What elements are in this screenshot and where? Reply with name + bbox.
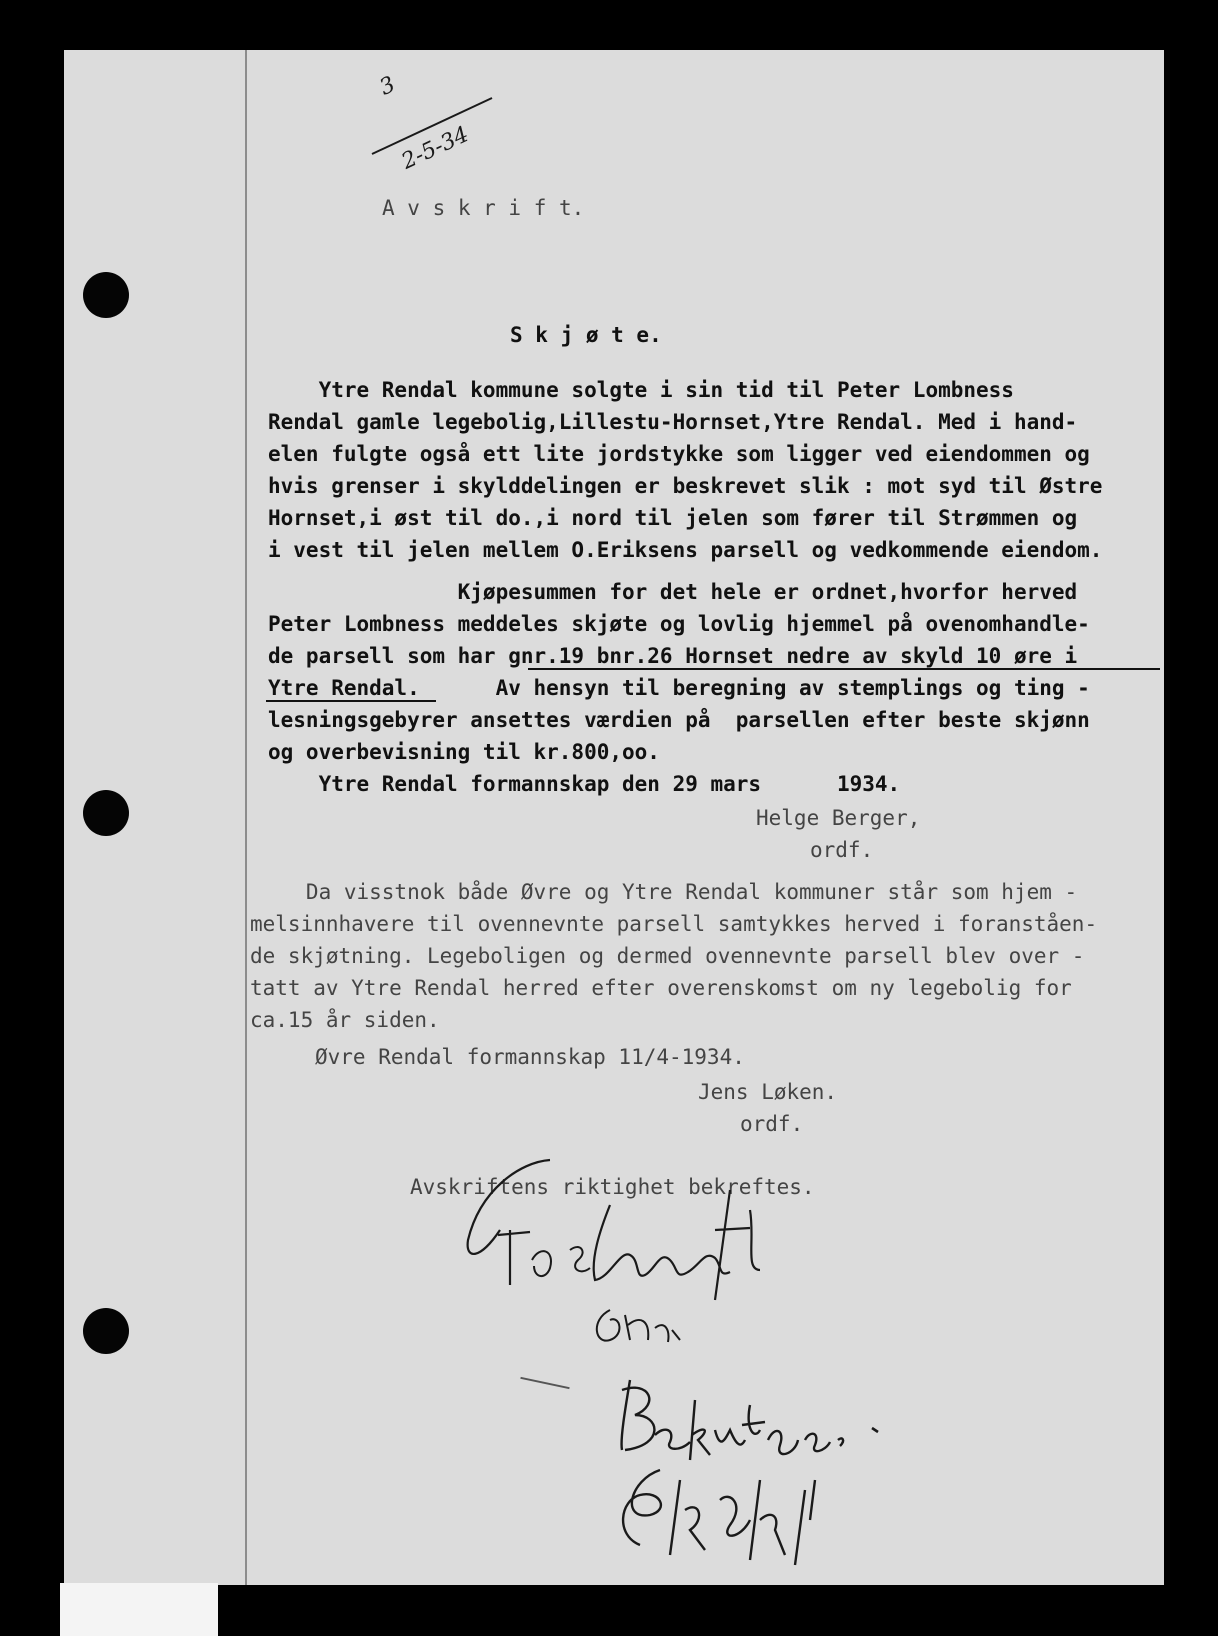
certification-text: Avskriftens riktighet bekreftes. [410,1175,815,1199]
deed-line: Hornset,i øst til do.,i nord til jelen som fører til Strømmen og [268,506,1078,530]
consent-line: melsinnhavere til ovennevnte parsell samtykkes herved i foranståen- [250,912,1098,936]
consent-line: tatt av Ytre Rendal herred efter overenskomst om ny legebolig for [250,976,1072,1000]
punch-hole [83,790,129,836]
deed-signer-title: ordf. [810,838,874,862]
consent-line: ca.15 år siden. [250,1008,440,1032]
signature-bekreftes [610,1370,910,1580]
punch-hole [83,272,129,318]
consent-place-date: Øvre Rendal formannskap 11/4-1934. [315,1045,745,1069]
annotation-date: 2-5-34 [398,122,473,175]
signature-stabenfeldt [460,1150,800,1360]
consent-signer: Jens Løken. [698,1080,838,1104]
deed-signer: Helge Berger, [756,806,921,830]
deed-title: S k j ø t e. [510,323,662,347]
deed-line: elen fulgte også ett lite jordstykke som ligger ved eiendommen og [268,442,1090,466]
deed-line: Peter Lombness meddeles skjøte og lovlig hjemmel på ovenomhandle- [268,612,1090,636]
consent-signer-title: ordf. [740,1112,804,1136]
deed-line: i vest til jelen mellem O.Eriksens parsell og vedkommende eiendom. [268,538,1103,562]
deed-line: Ytre Rendal. Av hensyn til beregning av stemplings og ting - [268,676,1090,700]
underline-property [528,668,1160,670]
deed-line: og overbevisning til kr.800,oo. [268,740,660,764]
punch-hole [83,1308,129,1354]
consent-line: Da visstnok både Øvre og Ytre Rendal kommuner står som hjem - [268,880,1078,904]
deed-line: hvis grenser i skylddelingen er beskrevet slik : mot syd til Østre [268,474,1103,498]
consent-line: de skjøtning. Legeboligen og dermed ovennevnte parsell blev over - [250,944,1085,968]
deed-line: Ytre Rendal kommune solgte i sin tid til Peter Lombness [268,378,1014,402]
annotation-number: 3 [376,72,400,101]
margin-line [245,50,247,1585]
deed-line: Rendal gamle legebolig,Lillestu-Hornset,Ytre Rendal. Med i hand- [268,410,1078,434]
header-avskrift: A v s k r i f t. [382,196,585,220]
underline-property [266,700,436,702]
deed-line: de parsell som har gnr.19 bnr.26 Hornset nedre av skyld 10 øre i [268,644,1078,668]
film-edge-label [60,1583,218,1636]
deed-line: Ytre Rendal formannskap den 29 mars 1934. [268,772,901,796]
deed-line: Kjøpesummen for det hele er ordnet,hvorfor herved [268,580,1078,604]
deed-line: lesningsgebyrer ansettes værdien på parsellen efter beste skjønn [268,708,1090,732]
